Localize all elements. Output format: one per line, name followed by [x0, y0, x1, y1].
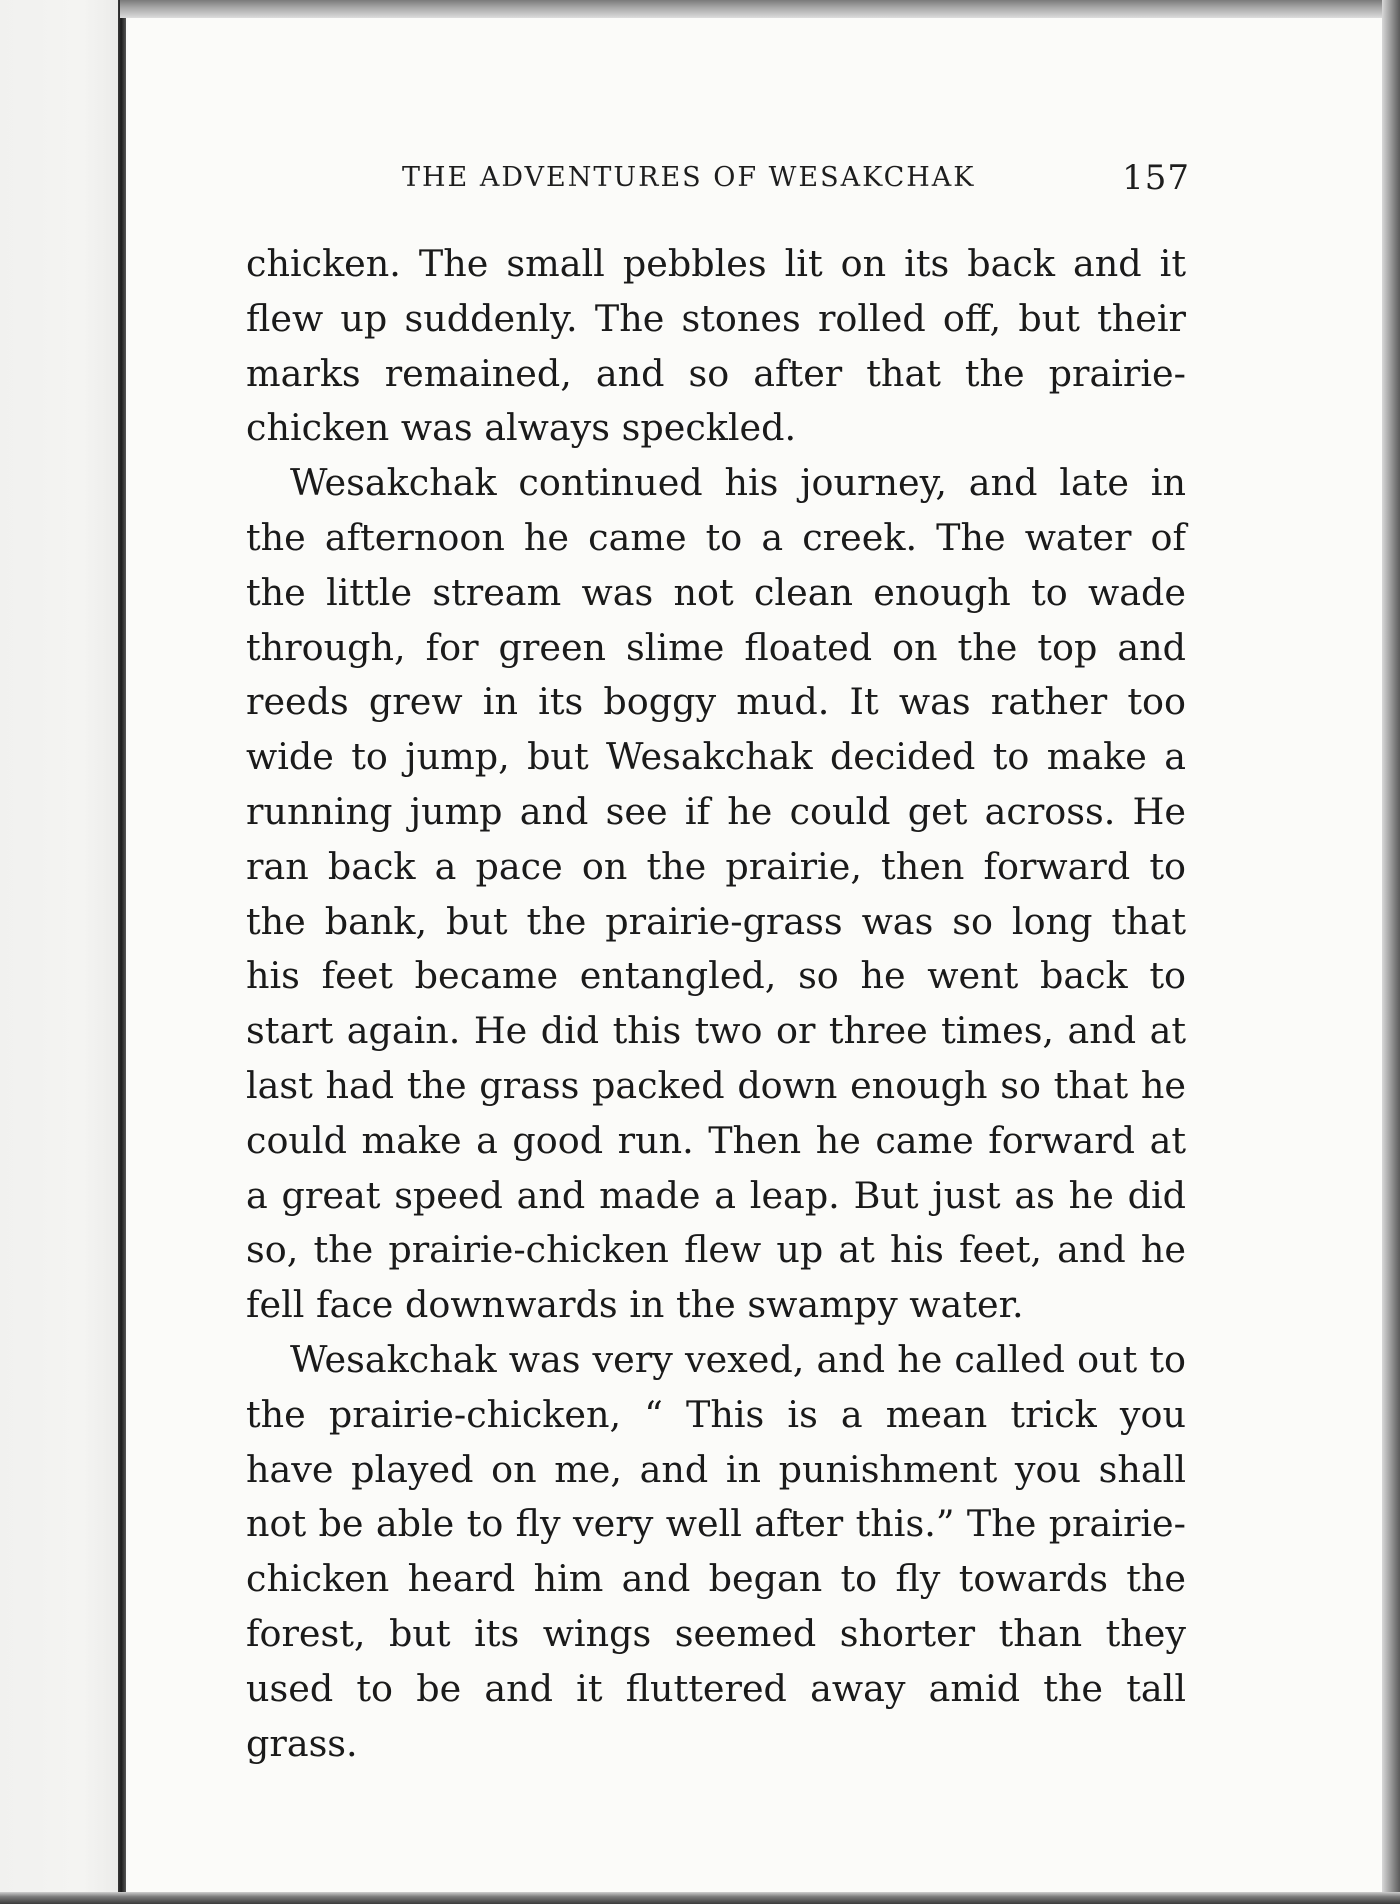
- page-right-edge: [1382, 0, 1400, 1904]
- running-head: [240, 158, 1190, 202]
- paragraph-1: chicken. The small pebbles lit on its back and it flew up suddenly. The stones rolled off, but their marks remained, and so after that the prairie-chicken was always speckled.: [246, 242, 1186, 450]
- page-number: 157: [1122, 158, 1190, 198]
- running-title: THE ADVENTURES OF WESAKCHAK: [402, 162, 976, 193]
- paragraph-2: Wesakchak continued his journey, and late in the afternoon he came to a creek. The water of the little stream was not clean enough to wade through, for green slime floated on the top and reeds grew in its boggy mud. It was rather too wide to jump, but Wesakchak decided to make a running jump and see if he could get across. He ran back a pace on the prairie, then forward to the bank, but the prairie-grass was so long that his feet became entangled, so he went back to start again. He did this two or three times, and at last had the grass packed down enough so that he could make a good run. Then he came forward at a great speed and made a leap. But just as he did so, the prairie-chicken flew up at his feet, and he fell face downwards in the swampy water.: [246, 461, 1186, 1327]
- book-spine-shadow: [118, 0, 126, 1904]
- page-top-edge: [120, 0, 1400, 18]
- page-bottom-edge: [0, 1892, 1400, 1904]
- facing-page-margin: [0, 0, 118, 1904]
- paragraph-3: Wesakchak was very vexed, and he called out to the prairie-chicken, “ This is a mean trick you have played on me, and in punishment you shall not be able to fly very well after this.” The prairie-chicken heard him and began to fly towards the forest, but its wings seemed shorter than they used to be and it fluttered away amid the tall grass.: [246, 1337, 1186, 1765]
- body-text: [246, 237, 1186, 1771]
